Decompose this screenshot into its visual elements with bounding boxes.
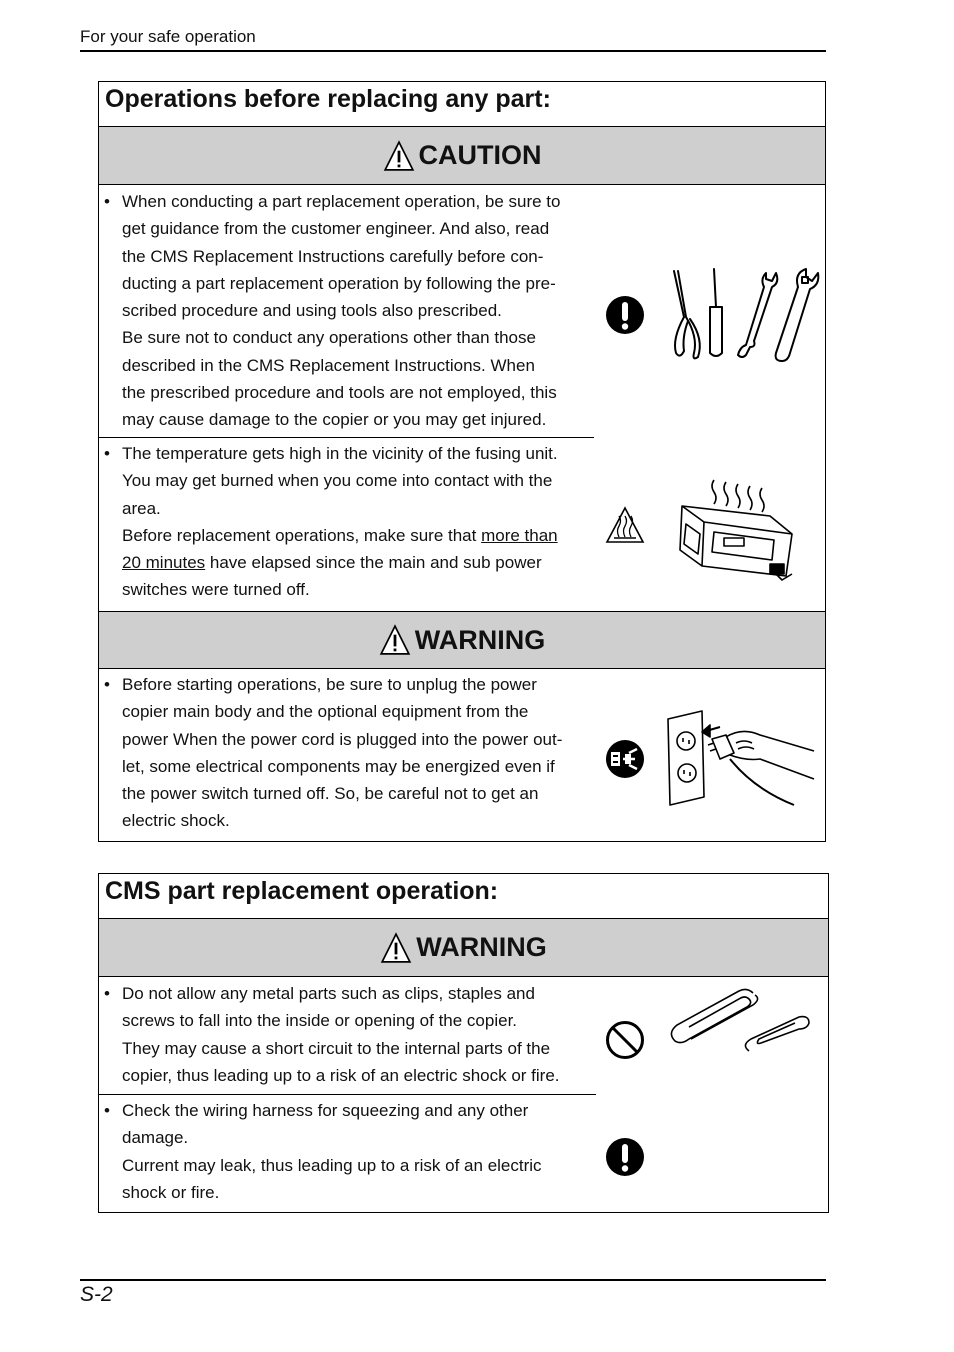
warning-item-wiring-harness bbox=[99, 1095, 828, 1213]
section-title: CMS part replacement operation: bbox=[99, 874, 828, 919]
warning-item-unplug bbox=[99, 669, 825, 841]
section-cms-part-replacement bbox=[98, 873, 829, 1213]
page-number: S-2 bbox=[80, 1283, 113, 1306]
caution-item-text: • The temperature gets high in the vicinity of the fusing unit. You may get burned when you come into contact with the area. Before replacement operations, make sure that more than 20 minutes have elapsed since the main and sub power switches were turned off. bbox=[104, 444, 558, 600]
fusing-unit-icon bbox=[674, 476, 804, 588]
warning-triangle-icon bbox=[379, 624, 411, 656]
warning-item-metal-parts bbox=[99, 977, 828, 1095]
header-rule bbox=[80, 50, 826, 52]
warning-item-text: • Before starting operations, be sure to unplug the power copier main body and the optional equipment from the power When the power cord is plugged into the power out- let, some electrical components may be energized even if the power switch turned off. So, be careful not to get an electric shock. bbox=[104, 675, 563, 831]
caution-item-text: • When conducting a part replacement operation, be sure to get guidance from the customer engineer. And also, read the CMS Replacement Instructions carefully before con- ducting a part replacement operation by following the pre- scribed procedure and using tools also prescribed. Be sure not to conduct any operations other than those described in the CMS Replacement Instructions. When the prescribed procedure and tools are not employed, this may cause damage to the copier or you may get injured. bbox=[99, 185, 594, 438]
caution-item-fusing bbox=[99, 438, 825, 611]
caution-band bbox=[99, 127, 825, 185]
section-title: Operations before replacing any part: bbox=[99, 82, 825, 127]
warning-item-text: • Do not allow any metal parts such as clips, staples and screws to fall into the inside or opening of the copier. They may cause a short circuit to the internal parts of the copier, thus leading up to a risk of an electric shock or fire. bbox=[99, 977, 596, 1095]
caution-label: CAUTION bbox=[418, 140, 542, 170]
footer-rule bbox=[80, 1279, 826, 1281]
hot-surface-icon bbox=[605, 506, 645, 544]
warning-triangle-icon bbox=[380, 932, 412, 964]
prohibited-icon bbox=[605, 1020, 645, 1060]
running-header: For your safe operation bbox=[80, 27, 256, 46]
power-outlet-icon bbox=[664, 709, 819, 809]
warning-item-text: • Check the wiring harness for squeezing and any other damage. Current may leak, thus leading up to a risk of an electric shock or fire. bbox=[104, 1101, 542, 1202]
exclamation-icon bbox=[605, 1137, 645, 1177]
warning-band bbox=[99, 919, 828, 977]
paper-clip-icon bbox=[667, 985, 813, 1055]
unplug-icon bbox=[605, 739, 645, 779]
warning-triangle-icon bbox=[383, 140, 415, 172]
tools-icon bbox=[664, 267, 824, 367]
warning-label: WARNING bbox=[416, 932, 547, 962]
warning-band bbox=[99, 611, 825, 669]
warning-label: WARNING bbox=[414, 624, 546, 655]
exclamation-icon bbox=[605, 295, 645, 335]
caution-item-tools bbox=[99, 185, 825, 438]
section-operations-before-replacing bbox=[98, 81, 826, 842]
